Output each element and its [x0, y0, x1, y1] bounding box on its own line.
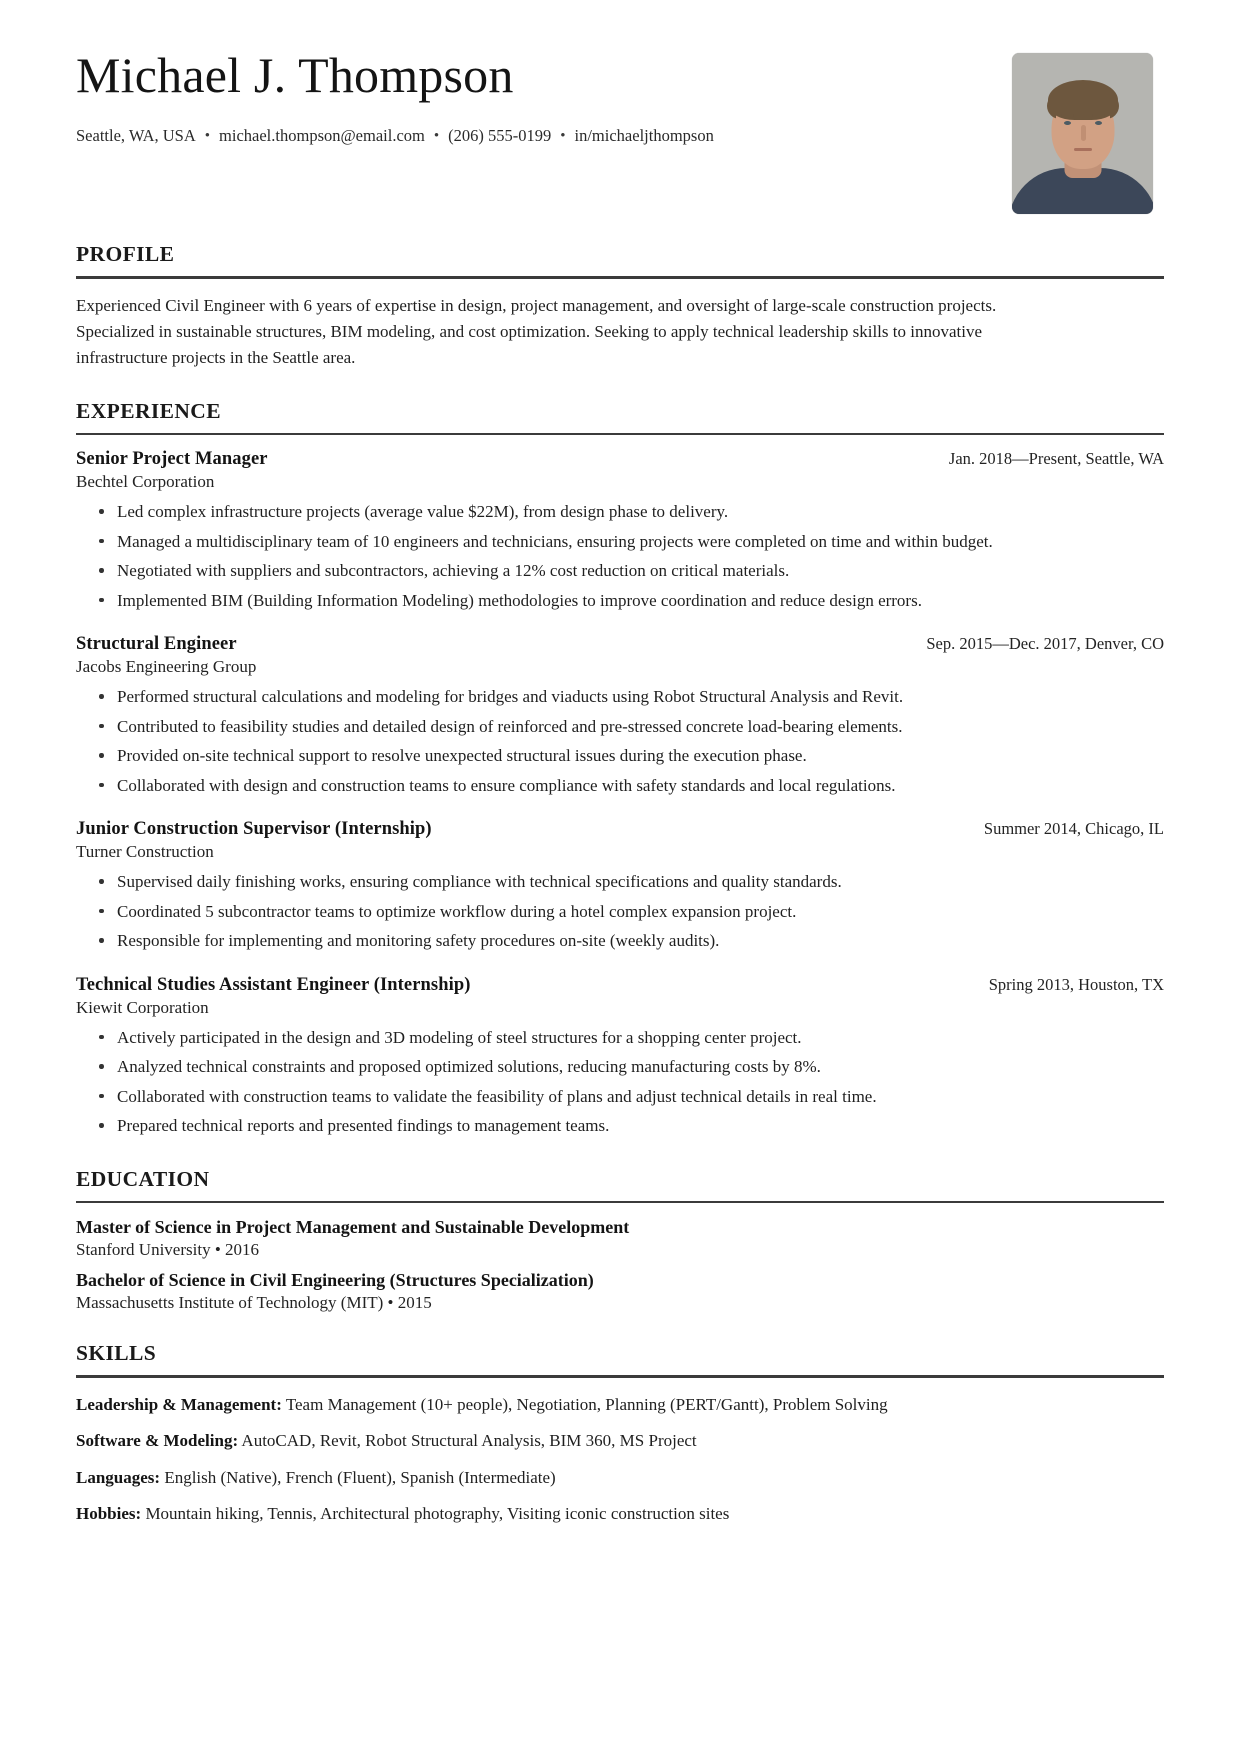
job-company: Turner Construction [76, 842, 214, 861]
education-entry [76, 1270, 1164, 1313]
education-school-year: Massachusetts Institute of Technology (MIT) • 2015 [76, 1293, 432, 1312]
photo-mouth [1074, 148, 1092, 151]
job-title: Technical Studies Assistant Engineer (Internship) [76, 974, 471, 995]
education-school-year: Stanford University • 2016 [76, 1240, 260, 1259]
experience-entry [76, 634, 1164, 798]
job-bullet-list [76, 684, 1164, 798]
skill-category-label: Hobbies: [76, 1504, 142, 1523]
photo-eyebrow-right [1092, 114, 1105, 117]
contact-separator: • [560, 128, 566, 144]
experience-entry-header [76, 975, 1164, 996]
contact-location: Seattle, WA, USA [76, 126, 196, 145]
education-degree: Bachelor of Science in Civil Engineering (Structures Specialization) [76, 1270, 594, 1290]
header-text-block [76, 44, 1012, 147]
skill-category-value: Mountain hiking, Tennis, Architectural photography, Visiting iconic construction sites [141, 1504, 730, 1523]
list-item: Coordinated 5 subcontractor teams to optimize workflow during a hotel complex expansion project. [117, 899, 1164, 925]
skill-row [76, 1392, 1164, 1418]
job-bullet-list [76, 869, 1164, 954]
skill-row [76, 1465, 1164, 1491]
skill-category-label: Languages: [76, 1467, 161, 1487]
education-degree: Master of Science in Project Management and Sustainable Development [76, 1217, 630, 1237]
photo-eyebrow-left [1061, 114, 1074, 117]
job-date-location: Sep. 2015—Dec. 2017, Denver, CO [926, 634, 1164, 653]
section-divider [76, 433, 1164, 436]
experience-entry [76, 449, 1164, 613]
list-item: Actively participated in the design and 3D modeling of steel structures for a shopping center project. [117, 1025, 1164, 1051]
avatar [1012, 53, 1153, 214]
contact-email[interactable]: michael.thompson@email.com [219, 126, 425, 145]
photo-hair-sides [1047, 93, 1119, 119]
job-title: Structural Engineer [76, 634, 237, 654]
list-item: Prepared technical reports and presented findings to management teams. [117, 1113, 1164, 1139]
skill-category-value: AutoCAD, Revit, Robot Structural Analysis, BIM 360, MS Project [238, 1431, 697, 1450]
section-title-profile: PROFILE [76, 242, 175, 266]
section-skills [76, 1341, 1164, 1527]
photo-eye-right [1095, 121, 1102, 125]
section-divider [76, 276, 1164, 279]
section-title-experience: EXPERIENCE [76, 398, 221, 423]
job-bullet-list [76, 1025, 1164, 1139]
skill-row [76, 1428, 1164, 1454]
list-item: Performed structural calculations and modeling for bridges and viaducts using Robot Structural Analysis and Revit. [117, 684, 1164, 710]
list-item: Implemented BIM (Building Information Modeling) methodologies to improve coordination and reduce design errors. [117, 588, 1164, 614]
job-company: Bechtel Corporation [76, 472, 215, 491]
contact-separator: • [433, 128, 440, 144]
job-company: Kiewit Corporation [76, 997, 209, 1017]
list-item: Supervised daily finishing works, ensuring compliance with technical specifications and quality standards. [117, 869, 1164, 895]
section-title-skills: SKILLS [76, 1341, 157, 1365]
contact-separator: • [204, 128, 211, 144]
resume-header [76, 44, 1164, 214]
job-bullet-list [76, 499, 1164, 613]
skill-category-label: Leadership & Management: [76, 1394, 282, 1414]
job-date-location: Jan. 2018—Present, Seattle, WA [948, 449, 1164, 468]
list-item: Led complex infrastructure projects (average value $22M), from design phase to delivery. [117, 499, 1164, 525]
list-item: Provided on-site technical support to resolve unexpected structural issues during the execution phase. [117, 743, 1164, 769]
skill-category-value: English (Native), French (Fluent), Spanish (Intermediate) [160, 1467, 556, 1487]
skill-category-label: Software & Modeling: [76, 1431, 239, 1450]
list-item: Responsible for implementing and monitoring safety procedures on-site (weekly audits). [117, 928, 1164, 954]
experience-entry-header [76, 634, 1164, 655]
section-profile [76, 242, 1164, 371]
section-education [76, 1167, 1164, 1314]
job-company: Jacobs Engineering Group [76, 657, 257, 676]
experience-entry [76, 975, 1164, 1139]
page-title: Michael J. Thompson [76, 47, 514, 103]
contact-linkedin[interactable]: in/michaeljthompson [574, 126, 714, 145]
photo-nose [1081, 125, 1086, 141]
list-item: Contributed to feasibility studies and detailed design of reinforced and pre-stressed concrete load-bearing elements. [117, 714, 1164, 740]
experience-entry-header [76, 819, 1164, 840]
profile-summary-text: Experienced Civil Engineer with 6 years of expertise in design, project management, and oversight of large-scale construction projects. Specialized in sustainable structures, BIM modeling, and cost optimization. Seeking to apply technical leadership skills to innovative infrastructure projects in the Seattle area. [76, 295, 997, 367]
section-divider [76, 1375, 1164, 1378]
section-experience [76, 399, 1164, 1139]
list-item: Negotiated with suppliers and subcontractors, achieving a 12% cost reduction on critical materials. [117, 558, 1164, 584]
section-title-education: EDUCATION [76, 1166, 210, 1191]
photo-eye-left [1064, 121, 1071, 125]
experience-entry [76, 819, 1164, 954]
skill-category-value: Team Management (10+ people), Negotiation, Planning (PERT/Gantt), Problem Solving [281, 1394, 888, 1414]
experience-entry-header [76, 449, 1164, 470]
education-entry [76, 1217, 1164, 1260]
list-item: Collaborated with construction teams to validate the feasibility of plans and adjust technical details in real time. [117, 1084, 1164, 1110]
contact-phone[interactable]: (206) 555-0199 [448, 126, 552, 145]
job-title: Junior Construction Supervisor (Internship) [76, 819, 432, 839]
job-date-location: Summer 2014, Chicago, IL [983, 819, 1164, 838]
list-item: Managed a multidisciplinary team of 10 engineers and technicians, ensuring projects were completed on time and within budget. [117, 529, 1164, 555]
contact-line [76, 124, 1012, 147]
section-divider [76, 1201, 1164, 1204]
list-item: Analyzed technical constraints and proposed optimized solutions, reducing manufacturing costs by 8%. [117, 1054, 1164, 1080]
job-date-location: Spring 2013, Houston, TX [988, 974, 1164, 994]
list-item: Collaborated with design and construction teams to ensure compliance with safety standards and local regulations. [117, 773, 1164, 799]
skill-row [76, 1501, 1164, 1527]
job-title: Senior Project Manager [76, 449, 268, 469]
